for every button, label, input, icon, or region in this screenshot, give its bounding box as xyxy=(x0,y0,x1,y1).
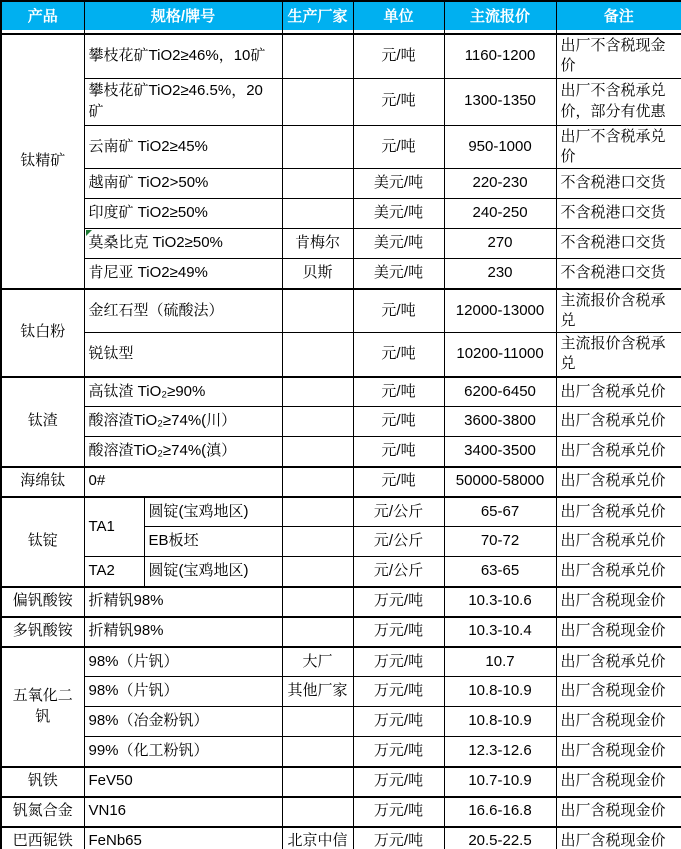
vendor-cell xyxy=(282,169,353,199)
table-row xyxy=(1,333,681,377)
note-cell: 出厂含税现金价 xyxy=(556,617,681,647)
price-cell: 10.7 xyxy=(444,647,556,677)
price-cell: 12.3-12.6 xyxy=(444,737,556,767)
vendor-cell xyxy=(282,78,353,125)
unit-cell: 元/吨 xyxy=(353,125,444,169)
unit-cell: 元/吨 xyxy=(353,289,444,333)
note-cell: 出厂不含税承兑价，部分有优惠 xyxy=(556,78,681,125)
table-row xyxy=(1,169,681,199)
price-cell: 1160-1200 xyxy=(444,34,556,78)
price-cell: 270 xyxy=(444,229,556,259)
note-cell: 出厂不含税现金价 xyxy=(556,34,681,78)
vendor-cell xyxy=(282,199,353,229)
price-cell: 230 xyxy=(444,259,556,289)
spec-cell: FeNb65 xyxy=(84,827,282,849)
table-header-row xyxy=(1,1,681,34)
unit-cell: 万元/吨 xyxy=(353,647,444,677)
spec-text: 莫桑比克 TiO2≥50% xyxy=(88,234,223,252)
note-cell: 出厂含税承兑价 xyxy=(556,377,681,407)
product-cell-ammonium-metavanadate: 偏钒酸铵 xyxy=(1,587,84,617)
table-row xyxy=(1,125,681,169)
spec-cell: 0# xyxy=(84,467,282,497)
spec-cell: 锐钛型 xyxy=(84,333,282,377)
note-cell: 出厂含税现金价 xyxy=(556,587,681,617)
price-cell: 20.5-22.5 xyxy=(444,827,556,849)
col-header-note: 备注 xyxy=(556,1,681,34)
table-row xyxy=(1,497,681,527)
unit-cell: 美元/吨 xyxy=(353,169,444,199)
col-header-unit: 单位 xyxy=(353,1,444,34)
unit-cell: 万元/吨 xyxy=(353,827,444,849)
vendor-cell xyxy=(282,617,353,647)
note-cell: 主流报价含税承兑 xyxy=(556,289,681,333)
table-row xyxy=(1,199,681,229)
unit-cell: 元/吨 xyxy=(353,333,444,377)
price-cell: 950-1000 xyxy=(444,125,556,169)
price-cell: 220-230 xyxy=(444,169,556,199)
vendor-cell: 大厂 xyxy=(282,647,353,677)
vendor-cell xyxy=(282,797,353,827)
product-cell-ammonium-polyvanadate: 多钒酸铵 xyxy=(1,617,84,647)
vendor-cell: 其他厂家 xyxy=(282,677,353,707)
table-row xyxy=(1,707,681,737)
table-row xyxy=(1,827,681,849)
unit-cell: 美元/吨 xyxy=(353,229,444,259)
price-cell: 16.6-16.8 xyxy=(444,797,556,827)
vendor-cell xyxy=(282,289,353,333)
table-row xyxy=(1,767,681,797)
product-cell-vanadium-pentoxide: 五氧化二钒 xyxy=(1,647,84,767)
note-cell: 出厂含税现金价 xyxy=(556,677,681,707)
vendor-cell xyxy=(282,527,353,557)
product-cell-titanium-slag: 钛渣 xyxy=(1,377,84,467)
note-cell: 出厂含税现金价 xyxy=(556,767,681,797)
note-cell: 不含税港口交货 xyxy=(556,199,681,229)
unit-cell: 元/公斤 xyxy=(353,557,444,587)
price-cell: 12000-13000 xyxy=(444,289,556,333)
unit-cell: 元/吨 xyxy=(353,78,444,125)
unit-cell: 万元/吨 xyxy=(353,587,444,617)
price-cell: 6200-6450 xyxy=(444,377,556,407)
spec-cell: 越南矿 TiO2>50% xyxy=(84,169,282,199)
col-header-vendor: 生产厂家 xyxy=(282,1,353,34)
spec-cell: 云南矿 TiO2≥45% xyxy=(84,125,282,169)
price-cell: 10200-11000 xyxy=(444,333,556,377)
spec-cell: 攀枝花矿TiO2≥46%，10矿 xyxy=(84,34,282,78)
unit-cell: 万元/吨 xyxy=(353,617,444,647)
price-cell: 10.8-10.9 xyxy=(444,677,556,707)
price-cell: 3600-3800 xyxy=(444,407,556,437)
price-cell: 63-65 xyxy=(444,557,556,587)
spec-cell: FeV50 xyxy=(84,767,282,797)
note-cell: 出厂含税承兑价 xyxy=(556,497,681,527)
note-cell: 出厂含税承兑价 xyxy=(556,437,681,467)
grade-cell: TA2 xyxy=(84,557,144,587)
table-row xyxy=(1,467,681,497)
table-row xyxy=(1,437,681,467)
unit-cell: 元/吨 xyxy=(353,377,444,407)
price-cell: 3400-3500 xyxy=(444,437,556,467)
vendor-cell xyxy=(282,557,353,587)
cell-comment-flag-icon xyxy=(86,230,92,236)
vendor-cell: 北京中信 xyxy=(282,827,353,849)
spec-cell: 酸溶渣TiO₂≥74%(川） xyxy=(84,407,282,437)
table-row xyxy=(1,289,681,333)
price-cell: 65-67 xyxy=(444,497,556,527)
vendor-cell: 贝斯 xyxy=(282,259,353,289)
spec-cell: 98%（冶金粉钒） xyxy=(84,707,282,737)
vendor-cell xyxy=(282,737,353,767)
price-cell: 240-250 xyxy=(444,199,556,229)
vendor-cell xyxy=(282,587,353,617)
product-cell-vanadium-nitrogen-alloy: 钒氮合金 xyxy=(1,797,84,827)
note-cell: 出厂含税现金价 xyxy=(556,707,681,737)
vendor-cell xyxy=(282,125,353,169)
spec-cell: 酸溶渣TiO₂≥74%(滇） xyxy=(84,437,282,467)
spec-cell: 高钛渣 TiO₂≥90% xyxy=(84,377,282,407)
product-cell-titanium-concentrate: 钛精矿 xyxy=(1,34,84,289)
note-cell: 出厂含税承兑价 xyxy=(556,467,681,497)
unit-cell: 美元/吨 xyxy=(353,199,444,229)
vendor-cell xyxy=(282,407,353,437)
note-cell: 主流报价含税承兑 xyxy=(556,333,681,377)
vendor-cell xyxy=(282,497,353,527)
price-cell: 70-72 xyxy=(444,527,556,557)
unit-cell: 万元/吨 xyxy=(353,797,444,827)
table-row xyxy=(1,617,681,647)
table-row xyxy=(1,797,681,827)
note-cell: 出厂含税承兑价 xyxy=(556,647,681,677)
vendor-cell xyxy=(282,707,353,737)
unit-cell: 元/吨 xyxy=(353,467,444,497)
note-cell: 不含税港口交货 xyxy=(556,169,681,199)
table-row xyxy=(1,557,681,587)
price-cell: 1300-1350 xyxy=(444,78,556,125)
note-cell: 出厂不含税承兑价 xyxy=(556,125,681,169)
col-header-price: 主流报价 xyxy=(444,1,556,34)
spec-cell: 攀枝花矿TiO2≥46.5%，20矿 xyxy=(84,78,282,125)
product-cell-titanium-dioxide: 钛白粉 xyxy=(1,289,84,377)
product-cell-brazilian-ferroniobium: 巴西铌铁 xyxy=(1,827,84,849)
col-header-product: 产品 xyxy=(1,1,84,34)
spec-cell: 金红石型（硫酸法） xyxy=(84,289,282,333)
spec-cell: 99%（化工粉钒） xyxy=(84,737,282,767)
product-cell-titanium-ingot: 钛锭 xyxy=(1,497,84,587)
product-cell-ferrovanadium: 钒铁 xyxy=(1,767,84,797)
col-header-spec: 规格/牌号 xyxy=(84,1,282,34)
unit-cell: 美元/吨 xyxy=(353,259,444,289)
grade-cell: TA1 xyxy=(84,497,144,557)
table-row xyxy=(1,737,681,767)
vendor-cell xyxy=(282,34,353,78)
product-cell-titanium-sponge: 海绵钛 xyxy=(1,467,84,497)
table-row xyxy=(1,229,681,259)
spec-cell: 折精钒98% xyxy=(84,587,282,617)
vendor-cell xyxy=(282,467,353,497)
price-cell: 10.7-10.9 xyxy=(444,767,556,797)
table-row xyxy=(1,587,681,617)
price-cell: 10.3-10.6 xyxy=(444,587,556,617)
spec-cell: 肯尼亚 TiO2≥49% xyxy=(84,259,282,289)
note-cell: 不含税港口交货 xyxy=(556,259,681,289)
unit-cell: 元/吨 xyxy=(353,437,444,467)
unit-cell: 万元/吨 xyxy=(353,677,444,707)
spec-cell: VN16 xyxy=(84,797,282,827)
note-cell: 出厂含税现金价 xyxy=(556,737,681,767)
table-row xyxy=(1,34,681,78)
spec-cell: 98%（片钒） xyxy=(84,647,282,677)
price-cell: 10.3-10.4 xyxy=(444,617,556,647)
table-row xyxy=(1,259,681,289)
spec-cell xyxy=(84,229,282,259)
unit-cell: 元/公斤 xyxy=(353,527,444,557)
table-row xyxy=(1,377,681,407)
spec-cell: 折精钒98% xyxy=(84,617,282,647)
note-cell: 出厂含税现金价 xyxy=(556,797,681,827)
unit-cell: 元/吨 xyxy=(353,34,444,78)
note-cell: 不含税港口交货 xyxy=(556,229,681,259)
table-row xyxy=(1,677,681,707)
spec-cell: 圆锭(宝鸡地区) xyxy=(144,557,282,587)
vendor-cell xyxy=(282,377,353,407)
vendor-cell xyxy=(282,767,353,797)
note-cell: 出厂含税承兑价 xyxy=(556,407,681,437)
unit-cell: 万元/吨 xyxy=(353,707,444,737)
note-cell: 出厂含税现金价 xyxy=(556,827,681,849)
price-cell: 10.8-10.9 xyxy=(444,707,556,737)
vendor-cell: 肯梅尔 xyxy=(282,229,353,259)
unit-cell: 元/公斤 xyxy=(353,497,444,527)
spec-cell: EB板坯 xyxy=(144,527,282,557)
note-cell: 出厂含税承兑价 xyxy=(556,557,681,587)
unit-cell: 元/吨 xyxy=(353,407,444,437)
vendor-cell xyxy=(282,437,353,467)
vendor-cell xyxy=(282,333,353,377)
unit-cell: 万元/吨 xyxy=(353,737,444,767)
price-cell: 50000-58000 xyxy=(444,467,556,497)
unit-cell: 万元/吨 xyxy=(353,767,444,797)
table-row xyxy=(1,647,681,677)
note-cell: 出厂含税承兑价 xyxy=(556,527,681,557)
table-row xyxy=(1,78,681,125)
spec-cell: 圆锭(宝鸡地区) xyxy=(144,497,282,527)
spec-cell: 98%（片钒） xyxy=(84,677,282,707)
spec-cell: 印度矿 TiO2≥50% xyxy=(84,199,282,229)
table-row xyxy=(1,407,681,437)
